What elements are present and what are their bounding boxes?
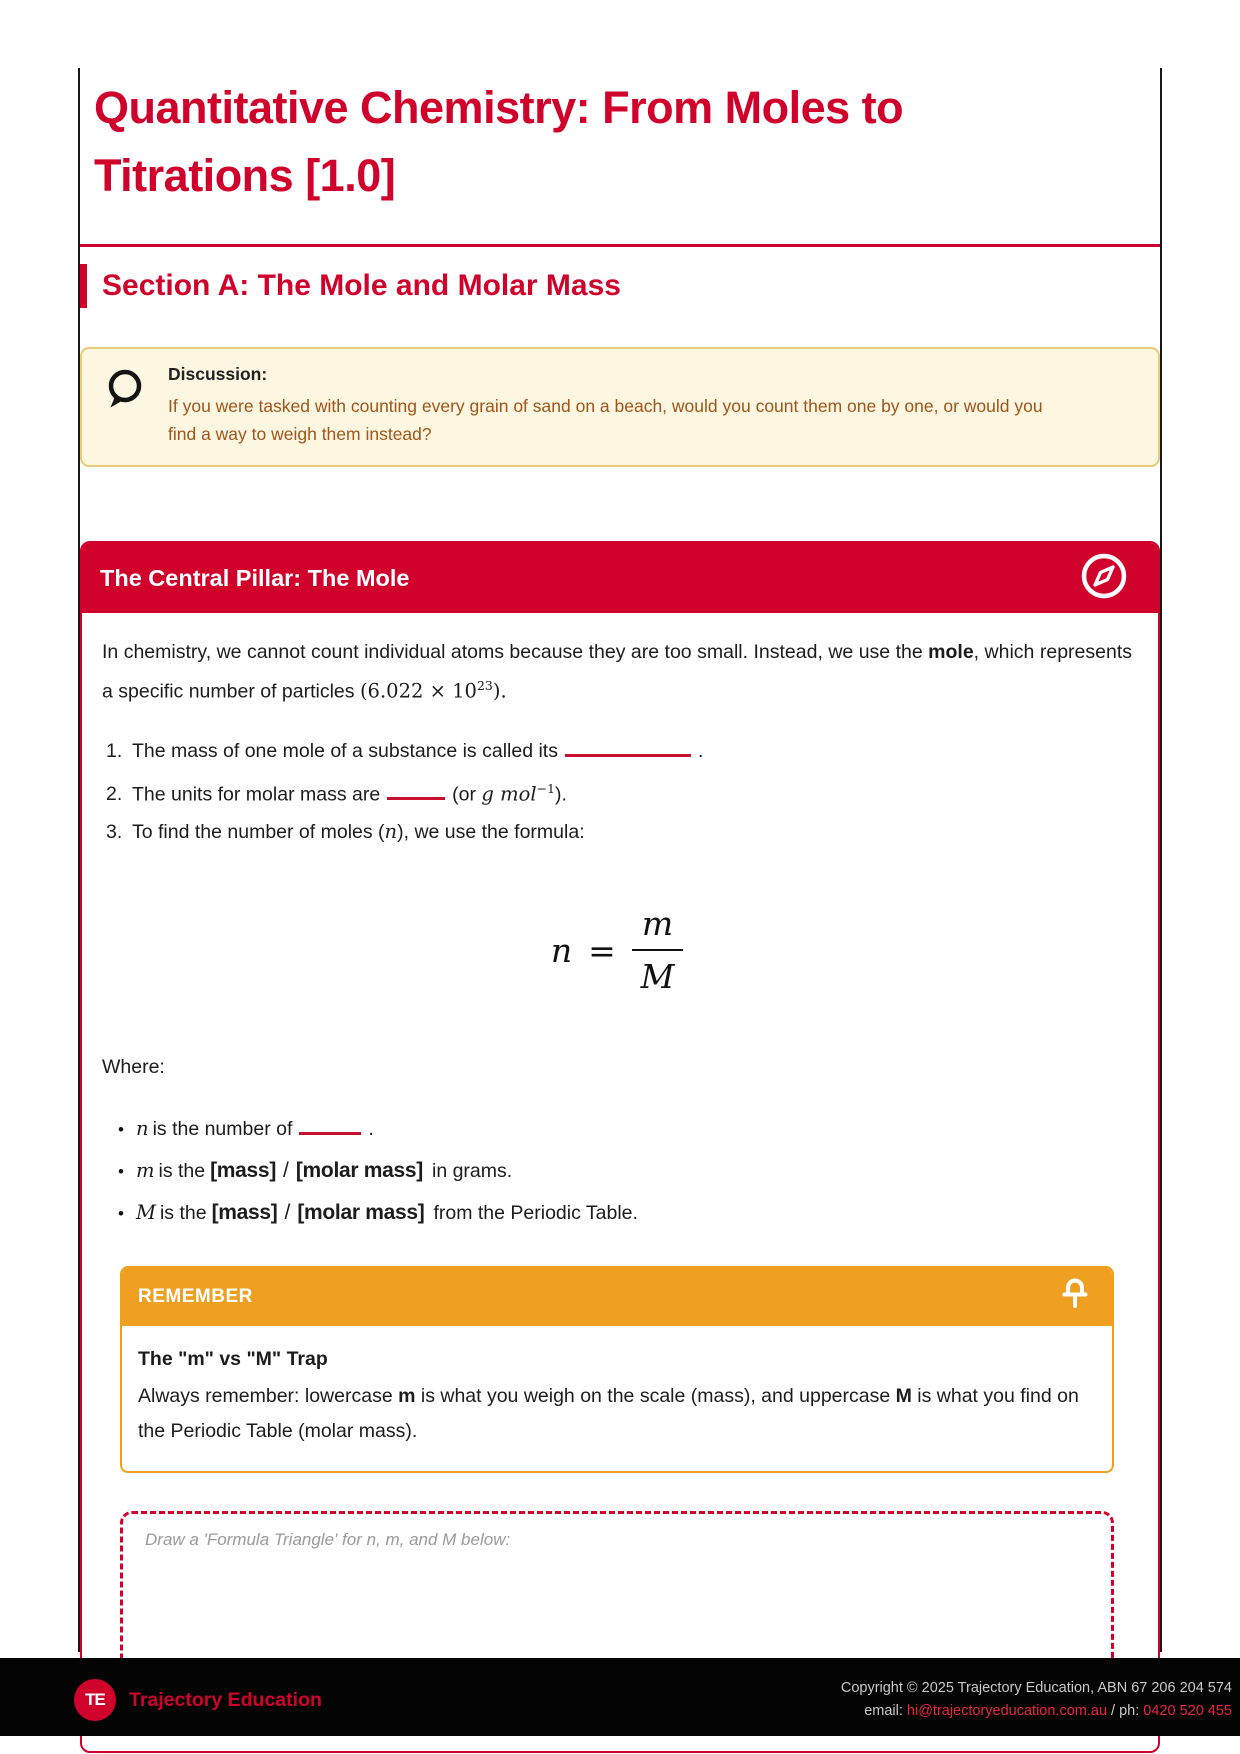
remember-text-part: is what you find on the Periodic Table (molar mass). — [138, 1385, 1079, 1442]
remember-box — [120, 1266, 1114, 1473]
trajectory-logo: TE — [74, 1679, 116, 1721]
where-label: Where: — [102, 1056, 165, 1078]
remember-header-label: REMEMBER — [138, 1286, 253, 1307]
list-item-text: is the — [158, 1160, 206, 1182]
list-item-text: from the Periodic Table. — [433, 1202, 638, 1224]
formula-lhs: n — [550, 930, 573, 970]
copyright-text: Copyright © 2025 Trajectory Education, ABN 67 206 204 574 — [840, 1680, 1232, 1696]
avogadro-number: (6.022 × 10 — [359, 679, 477, 703]
choice-option: [molar mass] — [297, 1201, 425, 1224]
choice-option: [molar mass] — [295, 1159, 423, 1182]
compass-icon — [1078, 550, 1130, 607]
bullet-marker: • — [118, 1204, 124, 1223]
phone-label: / ph: — [1107, 1703, 1144, 1719]
intro-bold-term: mole — [928, 641, 974, 663]
page-footer — [0, 1658, 1240, 1736]
remember-bold-m: m — [398, 1385, 416, 1407]
list-item-text: The mass of one mole of a substance is called its — [132, 739, 558, 762]
brand-name: Trajectory Education — [129, 1688, 322, 1711]
remember-header — [122, 1268, 1112, 1326]
pushpin-icon — [1054, 1272, 1096, 1322]
list-item-text: ), we use the formula: — [397, 821, 585, 843]
blank-line — [299, 1132, 361, 1135]
variable-M: M — [136, 1201, 156, 1224]
list-item — [118, 1199, 1132, 1228]
remember-body — [122, 1326, 1112, 1471]
list-item — [106, 775, 1132, 809]
discussion-label: Discussion: — [168, 364, 268, 384]
list-item-text: To find the number of moles ( — [132, 821, 385, 843]
bullet-marker: • — [118, 1162, 124, 1181]
phone-link[interactable]: 0420 520 455 — [1143, 1703, 1232, 1719]
discussion-callout — [80, 347, 1160, 467]
intro-text: ). — [492, 679, 507, 703]
variable-n: n — [136, 1117, 149, 1140]
variable-m: m — [136, 1159, 155, 1182]
list-item-text: is the — [159, 1202, 207, 1224]
list-item-text: in grams. — [431, 1160, 513, 1182]
bullet-list — [102, 1115, 1132, 1228]
list-item-text: is the number of — [152, 1118, 293, 1140]
bullet-marker: • — [118, 1120, 124, 1139]
remember-text-part: is what you weigh on the scale (mass), and uppercase — [415, 1385, 896, 1407]
choice-option: [mass] — [210, 1159, 277, 1182]
formula-fraction — [632, 904, 683, 996]
formula-numerator: m — [632, 904, 683, 951]
intro-text: In chemistry, we cannot count individual atoms because they are too small. Instead, we use the — [102, 641, 929, 663]
list-item-text: ). — [555, 783, 567, 805]
choice-separator: / — [284, 1201, 291, 1224]
email-label: email: — [864, 1703, 907, 1719]
intro-paragraph — [102, 635, 1132, 709]
list-item-text: . — [697, 739, 704, 762]
remember-bold-M: M — [895, 1385, 912, 1407]
pillar-card-body — [82, 613, 1158, 1751]
units-math: g mol — [481, 782, 537, 805]
list-item-text: The units for molar mass are — [132, 783, 381, 805]
formula-denominator: M — [640, 957, 675, 996]
footer-contact-block — [841, 1677, 1232, 1723]
email-link[interactable]: hi@trajectoryeducation.com.au — [906, 1703, 1108, 1719]
blank-line — [387, 797, 445, 800]
title-divider — [80, 244, 1160, 247]
avogadro-exponent: 23 — [476, 678, 493, 693]
draw-area-placeholder: Draw a 'Formula Triangle' for n, m, and M below: — [145, 1530, 511, 1549]
list-item-text: . — [368, 1118, 374, 1140]
list-item — [118, 1115, 1132, 1144]
section-heading: Section A: The Mole and Molar Mass — [102, 269, 621, 302]
remember-text — [138, 1379, 1094, 1449]
pillar-card-header — [82, 543, 1158, 613]
choice-separator: / — [283, 1159, 289, 1182]
intro-text: , which represents a specific number of particles — [102, 641, 1132, 703]
blank-line — [565, 754, 691, 757]
discussion-content — [168, 364, 1068, 448]
page-title: Quantitative Chemistry: From Moles to Titrations [1.0] — [94, 82, 904, 201]
speech-bubble-icon — [104, 368, 144, 415]
remember-text-part: Always remember: lowercase — [138, 1385, 399, 1407]
list-item — [106, 818, 1132, 846]
remember-title: The "m" vs "M" Trap — [138, 1348, 328, 1370]
mole-formula — [102, 904, 1132, 996]
list-item — [118, 1157, 1132, 1186]
list-number: 2. — [106, 783, 123, 805]
brand-block — [74, 1679, 322, 1721]
contact-line — [841, 1700, 1232, 1723]
formula-equals: = — [588, 930, 616, 970]
numbered-list — [102, 737, 1132, 847]
units-exponent: −1 — [536, 780, 556, 796]
choice-option: [mass] — [211, 1201, 278, 1224]
content-frame — [78, 68, 1162, 1652]
section-heading-row — [80, 263, 1160, 309]
list-number: 1. — [106, 739, 123, 762]
list-item — [106, 737, 1132, 765]
pillar-card — [80, 541, 1160, 1753]
discussion-text: If you were tasked with counting every grain of sand on a beach, would you count them one by one, or would you find a way to weigh them instead? — [168, 396, 1043, 444]
variable-n: n — [384, 820, 398, 843]
pillar-card-title: The Central Pillar: The Mole — [100, 564, 410, 591]
list-number: 3. — [106, 821, 123, 843]
list-item-text: (or — [452, 783, 482, 805]
section-accent-bar — [80, 264, 87, 308]
